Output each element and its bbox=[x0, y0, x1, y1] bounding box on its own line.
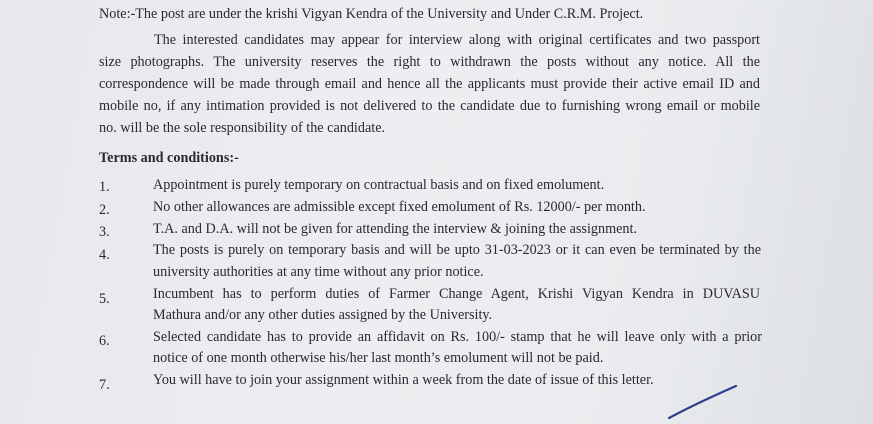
term-text: No other allowances are admissible except fixed emolument of Rs. 12000/- per month. bbox=[153, 199, 646, 215]
term-text: Appointment is purely temporary on contractual basis and on fixed emolument. bbox=[153, 177, 605, 193]
terms-heading: Terms and conditions:- bbox=[99, 150, 239, 166]
term-text: The posts is purely on temporary basis and will be upto 31-03-2023 or it can even be terminated by the bbox=[153, 242, 761, 258]
term-number: 4. bbox=[99, 247, 110, 263]
term-number: 6. bbox=[99, 333, 110, 349]
paragraph-line: The interested candidates may appear for interview along with original certificates and two passport bbox=[154, 32, 760, 48]
term-text: Mathura and/or any other duties assigned by the University. bbox=[153, 307, 493, 323]
term-number: 5. bbox=[99, 291, 110, 307]
term-text: notice of one month otherwise his/her last month’s emolument will not be paid. bbox=[153, 350, 604, 366]
paragraph-line: no. will be the sole responsibility of the candidate. bbox=[99, 120, 386, 136]
term-number: 7. bbox=[99, 377, 110, 393]
paragraph-line: size photographs. The university reserves the right to withdrawn the posts without any notice. All the bbox=[99, 54, 760, 70]
note-line: Note:-The post are under the krishi Vigyan Kendra of the University and Under C.R.M. Project. bbox=[99, 6, 644, 22]
term-number: 3. bbox=[99, 224, 110, 240]
paragraph-line: correspondence will be made through email and hence all the applicants must provide their active email ID and bbox=[99, 76, 760, 92]
term-text: university authorities at any time without any prior notice. bbox=[153, 264, 484, 280]
term-text: You will have to join your assignment within a week from the date of issue of this letter. bbox=[153, 372, 654, 388]
paragraph-line: mobile no, if any intimation provided is not delivered to the candidate due to furnishing wrong email or mobile bbox=[99, 98, 760, 114]
term-text: T.A. and D.A. will not be given for attending the interview & joining the assignment. bbox=[153, 221, 637, 237]
signature-stroke bbox=[664, 380, 744, 424]
term-text: Incumbent has to perform duties of Farmer Change Agent, Krishi Vigyan Kendra in DUVASU bbox=[153, 286, 760, 302]
term-number: 2. bbox=[99, 202, 110, 218]
term-number: 1. bbox=[99, 179, 110, 195]
term-text: Selected candidate has to provide an affidavit on Rs. 100/- stamp that he will leave only with a prior bbox=[153, 329, 762, 345]
